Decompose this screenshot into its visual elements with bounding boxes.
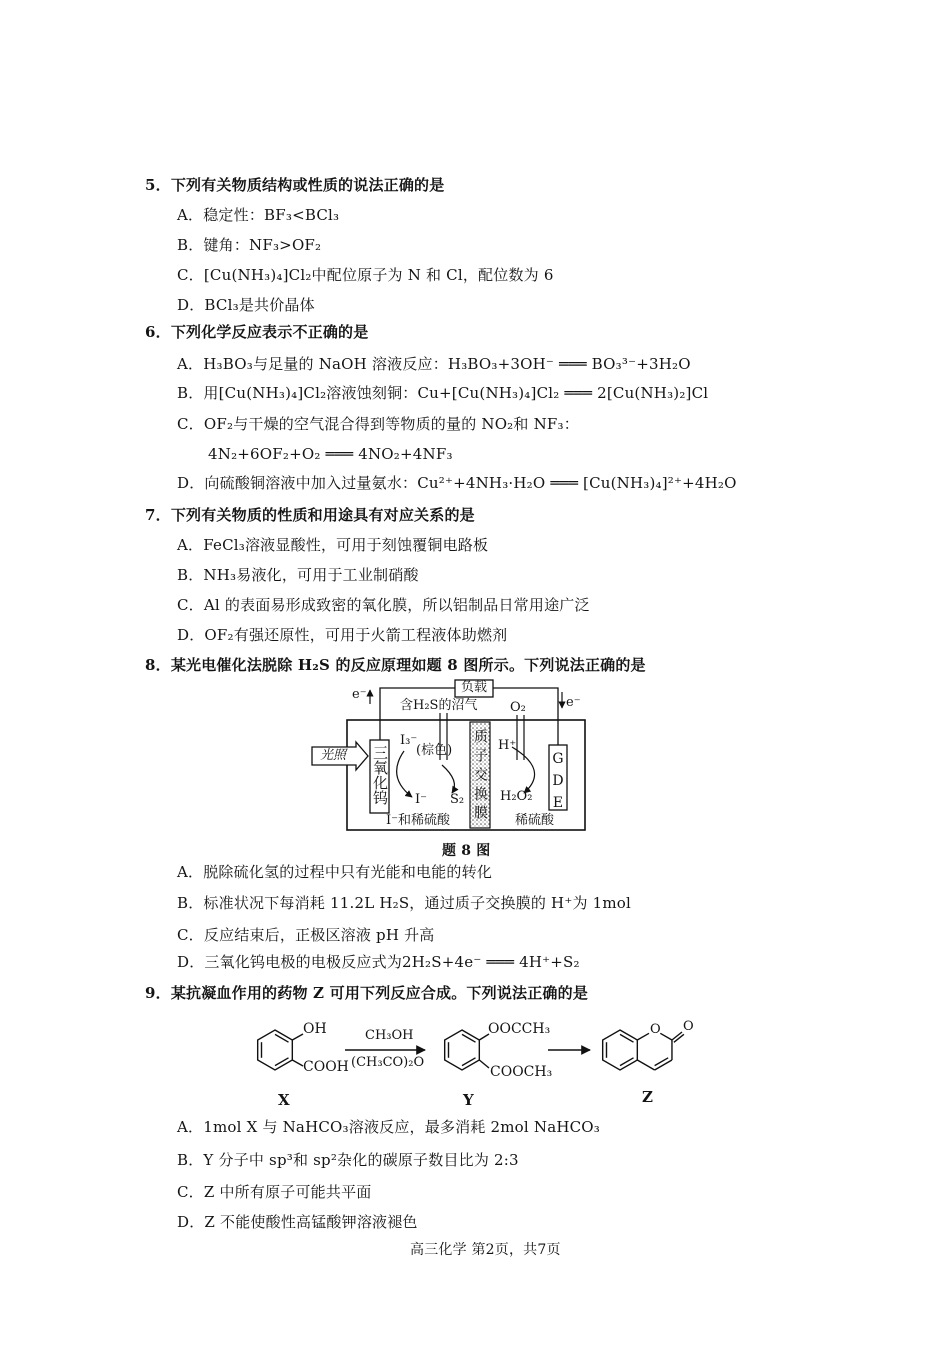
question-9-option-c: C．Z 中所有原子可能共平面 xyxy=(177,1183,372,1201)
compound-z-structure xyxy=(603,1030,684,1070)
compound-x-label: X xyxy=(278,1091,290,1109)
y-ester-label: COOCH₃ xyxy=(490,1064,553,1080)
load-label: 负载 xyxy=(461,680,488,695)
question-5-option-c: C．[Cu(NH₃)₄]Cl₂中配位原子为 N 和 Cl，配位数为 6 xyxy=(177,266,554,284)
reaction-scheme-9 xyxy=(245,1010,715,1090)
question-7-stem: 7．下列有关物质的性质和用途具有对应关系的是 xyxy=(145,506,475,524)
question-5-option-d: D．BCl₃是共价晶体 xyxy=(177,296,315,314)
question-8-option-b: B．标准状况下每消耗 11.2L H₂S，通过质子交换膜的 H⁺为 1mol xyxy=(177,894,632,912)
gas-inlet-label: 含H₂S的沼气 xyxy=(400,698,478,713)
question-7-option-c: C．Al 的表面易形成致密的氧化膜，所以铝制品日常用途广泛 xyxy=(177,596,590,614)
iodide-label: I⁻ xyxy=(415,792,427,807)
triiodide-color-label: (棕色) xyxy=(416,743,453,758)
question-6-option-c-equation: 4N₂+6OF₂+O₂ ═══ 4NO₂+4NF₃ xyxy=(208,445,453,463)
question-8-stem: 8．某光电催化法脱除 H₂S 的反应原理如题 8 图所示。下列说法正确的是 xyxy=(145,656,646,674)
right-solution-label: 稀硫酸 xyxy=(515,813,555,828)
question-6-option-d: D．向硫酸铜溶液中加入过量氨水：Cu²⁺+4NH₃·H₂O ═══ [Cu(NH₃)₄]²⁺+4H₂O xyxy=(177,474,737,492)
y-acetoxy-label: OOCCH₃ xyxy=(488,1021,551,1037)
wire-right xyxy=(493,688,558,745)
compound-x-structure xyxy=(258,1030,303,1070)
question-5-option-b: B．键角：NF₃>OF₂ xyxy=(177,236,322,254)
electron-left-label: e⁻ xyxy=(352,687,367,702)
question-7-option-d: D．OF₂有强还原性，可用于火箭工程液体助燃剂 xyxy=(177,626,508,644)
compound-y-structure xyxy=(445,1030,489,1070)
wire-left xyxy=(380,688,455,740)
compound-z-label: Z xyxy=(642,1088,653,1106)
z-ring-oxygen-label: O xyxy=(650,1022,661,1037)
page-footer: 高三化学 第2页，共7页 xyxy=(410,1242,561,1258)
cathode-label: GDE xyxy=(550,751,566,817)
question-7-option-b: B．NH₃易液化，可用于工业制硝酸 xyxy=(177,566,419,584)
question-9-option-a: A．1mol X 与 NaHCO₃溶液反应，最多消耗 2mol NaHCO₃ xyxy=(177,1118,601,1136)
question-9-option-d: D．Z 不能使酸性高锰酸钾溶液褪色 xyxy=(177,1213,418,1231)
question-6-option-c: C．OF₂与干燥的空气混合得到等物质的量的 NO₂和 NF₃： xyxy=(177,415,579,433)
triiodide-label: I₃⁻ xyxy=(400,733,418,748)
compound-y-label: Y xyxy=(463,1091,474,1109)
figure-8-caption: 题 8 图 xyxy=(442,843,491,859)
question-9-option-b: B．Y 分子中 sp³和 sp²杂化的碳原子数目比为 2:3 xyxy=(177,1151,519,1169)
z-carbonyl-oxygen-label: O xyxy=(683,1019,694,1034)
electron-right-label: e⁻ xyxy=(566,695,581,710)
cycle-arrow-left xyxy=(397,751,412,797)
question-5-option-a: A．稳定性：BF₃<BCl₃ xyxy=(177,206,340,224)
question-8-option-c: C．反应结束后，正极区溶液 pH 升高 xyxy=(177,926,435,944)
question-6-option-b: B．用[Cu(NH₃)₄]Cl₂溶液蚀刻铜：Cu+[Cu(NH₃)₄]Cl₂ ═══ 2[Cu(NH₃)₂]Cl xyxy=(177,384,709,402)
figure-8-electrolysis-diagram xyxy=(300,675,600,840)
x-carboxyl-label: COOH xyxy=(303,1059,349,1075)
proton-label: H⁺ xyxy=(498,738,517,753)
question-6-option-a: A．H₃BO₃与足量的 NaOH 溶液反应：H₃BO₃+3OH⁻ ═══ BO₃³⁻+3H₂O xyxy=(177,355,691,373)
question-7-option-a: A．FeCl₃溶液显酸性，可用于刻蚀覆铜电路板 xyxy=(177,536,489,554)
light-label: 光照 xyxy=(320,748,347,763)
membrane-label: 质子交换膜 xyxy=(472,729,488,824)
oxygen-label: O₂ xyxy=(510,700,526,715)
question-8-option-a: A．脱除硫化氢的过程中只有光能和电能的转化 xyxy=(177,863,493,881)
reagent-bottom-label: (CH₃CO)₂O xyxy=(351,1055,425,1070)
question-5-stem: 5．下列有关物质结构或性质的说法正确的是 xyxy=(145,176,445,194)
cycle-arrow-sulfur xyxy=(442,765,454,793)
question-6-stem: 6．下列化学反应表示不正确的是 xyxy=(145,323,369,341)
x-hydroxyl-label: OH xyxy=(303,1021,327,1037)
reagent-top-label: CH₃OH xyxy=(365,1028,414,1043)
question-8-option-d: D．三氧化钨电极的电极反应式为2H₂S+4e⁻ ═══ 4H⁺+S₂ xyxy=(177,953,580,971)
peroxide-label: H₂O₂ xyxy=(500,789,533,804)
sulfur-label: S₂ xyxy=(450,792,465,807)
question-9-stem: 9．某抗凝血作用的药物 Z 可用下列反应合成。下列说法正确的是 xyxy=(145,984,589,1002)
anode-label: 三氧化钨 xyxy=(371,745,389,805)
left-solution-label: I⁻和稀硫酸 xyxy=(386,813,450,828)
